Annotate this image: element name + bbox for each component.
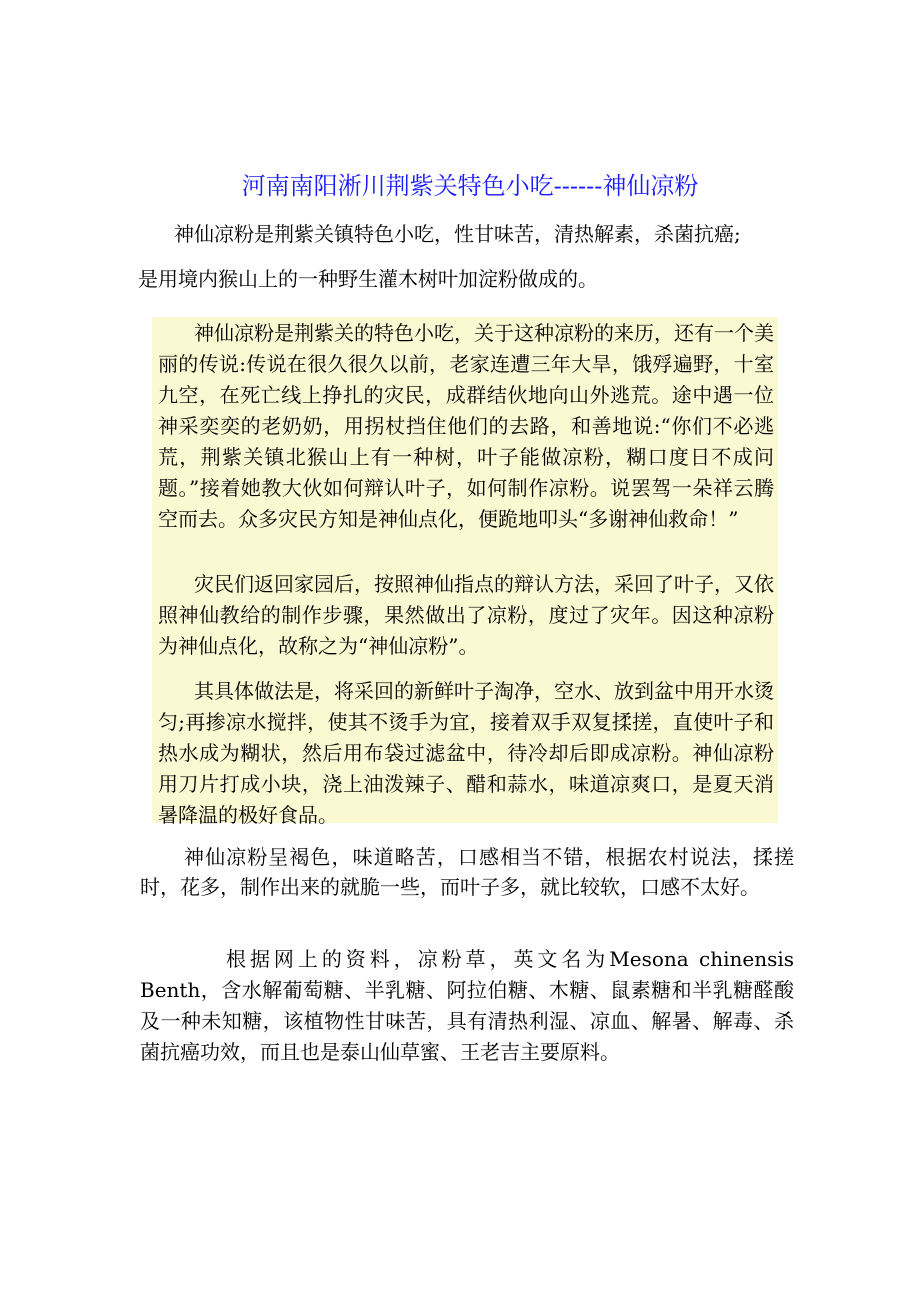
document-title: 河南南阳淅川荆紫关特色小吃------神仙凉粉 — [241, 172, 699, 200]
intro-line-1: 神仙凉粉是荆紫关镇特色小吃，性甘味苦，清热解素，杀菌抗癌; — [174, 222, 741, 246]
legend-paragraph-3: 其具体做法是，将采回的新鲜叶子淘净，空水、放到盆中用开水烫匀;再掺凉水搅拌，使其不烫手为宜，接着双手双复揉搓，直使叶子和热水成为糊状，然后用布袋过滤盆中，待冷却后即成凉粉。神仙凉粉用刀片打成小块，浇上油泼辣子、醋和蒜水，味道凉爽口，是夏天消暑降温的极好食品。 — [158, 679, 774, 827]
legend-paragraph-2: 灾民们返回家园后，按照神仙指点的辩认方法，采回了叶子，又依照神仙教给的制作步骤，果然做出了凉粉，度过了灾年。因这种凉粉为神仙点化，故称之为“神仙凉粉”。 — [158, 572, 774, 658]
body-paragraph-2: 根据网上的资料，凉粉草，英文名为Mesona chinensis Benth，含水解葡萄糖、半乳糖、阿拉伯糖、木糖、鼠素糖和半乳糖醛酸及一种未知糖，该植物性甘味苦，具有清热利湿、凉血、解暑、解毒、杀菌抗癌功效，而且也是泰山仙草蜜、王老吉主要原料。 — [140, 947, 794, 1064]
body-paragraph-1: 神仙凉粉呈褐色，味道略苦，口感相当不错，根据农村说法，揉搓时，花多，制作出来的就脆一些，而叶子多，就比较软，口感不太好。 — [140, 845, 794, 899]
intro-line-2: 是用境内猴山上的一种野生灌木树叶加淀粉做成的。 — [138, 267, 598, 291]
legend-paragraph-1: 神仙凉粉是荆紫关的特色小吃，关于这种凉粉的来历，还有一个美丽的传说:传说在很久很久以前，老家连遭三年大旱，饿殍遍野，十室九空，在死亡线上挣扎的灾民，成群结伙地向山外逃荒。途中遇一位神采奕奕的老奶奶，用拐杖挡住他们的去路，和善地说:“你们不必逃荒，荆紫关镇北猴山上有一种树，叶子能做凉粉，糊口度日不成问题。”接着她教大伙如何辩认叶子，如何制作凉粉。说罢驾一朵祥云腾空而去。众多灾民方知是神仙点化，便跪地叩头“多谢神仙救命！” — [158, 321, 774, 531]
